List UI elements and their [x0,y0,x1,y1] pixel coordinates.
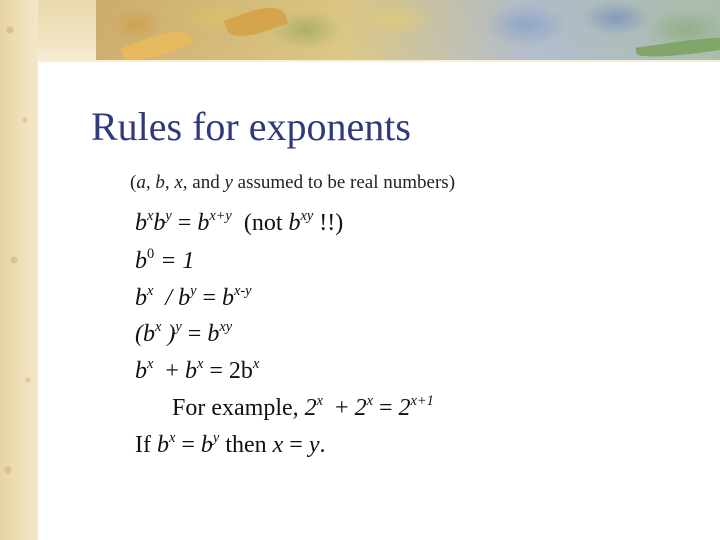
rule-sum [135,355,260,385]
subtitle-var-y: y [224,172,233,193]
base: b [156,432,169,458]
exponent: xy [219,318,233,335]
period: . [319,432,326,458]
base: 2 [354,395,367,421]
rule-zero-exponent [135,245,195,275]
base: b [143,321,155,347]
equals: = [372,395,399,421]
subtitle-and: and [187,172,225,193]
base: 2 [304,395,317,421]
plus: + [323,395,355,421]
exponent: x+y [209,207,232,224]
paren: ( [135,321,143,347]
exponent: 0 [147,245,155,262]
equals: = [171,210,198,236]
exponent: y [190,282,197,299]
leaf-decoration [224,0,289,43]
equals: = [181,321,208,347]
if-text: If [135,432,157,458]
equals: = [196,285,222,311]
base: b [200,432,213,458]
exponent: x [316,392,324,409]
leaf-banner-image [96,0,720,60]
equals: = [175,432,201,458]
exponent: x [147,207,154,224]
variable-x: x [272,432,284,458]
paren: ) [161,321,176,347]
then-text: then [219,432,273,458]
exponent: x [147,282,154,299]
rule-product [135,207,344,237]
rule-power [135,318,233,348]
exponent: x-y [234,282,252,299]
base: b [153,210,166,236]
base: b [288,210,301,236]
base: 2 [398,395,411,421]
variable-y: y [308,432,320,458]
example-lead: For example, [172,395,305,421]
exponent: x [147,355,154,372]
exponent: x [155,318,162,335]
exponent: x [366,392,373,409]
subtitle-open-paren: ( [130,172,137,193]
rule-example [172,392,434,422]
exponent: x [168,429,176,446]
leaf-decoration [636,32,720,61]
divide: / [153,285,179,311]
subtitle-vars: a, b, x, [136,172,188,193]
equals: = [203,358,229,384]
note-text: (not [231,210,289,236]
exponent: x+1 [410,392,434,409]
base: b [222,285,234,311]
base: b [178,285,191,311]
rule-quotient [135,282,252,312]
exponent: y [175,318,182,335]
subtitle-rest: assumed to be real numbers) [232,172,456,193]
base: b [135,285,147,311]
base: b [207,321,220,347]
equals-one: = 1 [154,248,195,274]
base: b [135,248,147,274]
base: b [135,358,147,384]
exponent: x [252,355,260,372]
slide-title: Rules for exponents [91,104,411,149]
base: b [184,358,197,384]
base: b [135,210,147,236]
decorative-left-border [0,0,38,540]
exponent: y [212,429,220,446]
slide-subtitle [130,172,455,194]
equals: = [283,432,309,458]
plus: + [153,358,185,384]
base: b [197,210,210,236]
base: 2b [228,358,253,384]
rule-equality [135,429,326,459]
exponent: y [165,207,172,224]
note-text: !!) [313,210,344,236]
exponent: x [196,355,204,372]
exponent: xy [300,207,314,224]
